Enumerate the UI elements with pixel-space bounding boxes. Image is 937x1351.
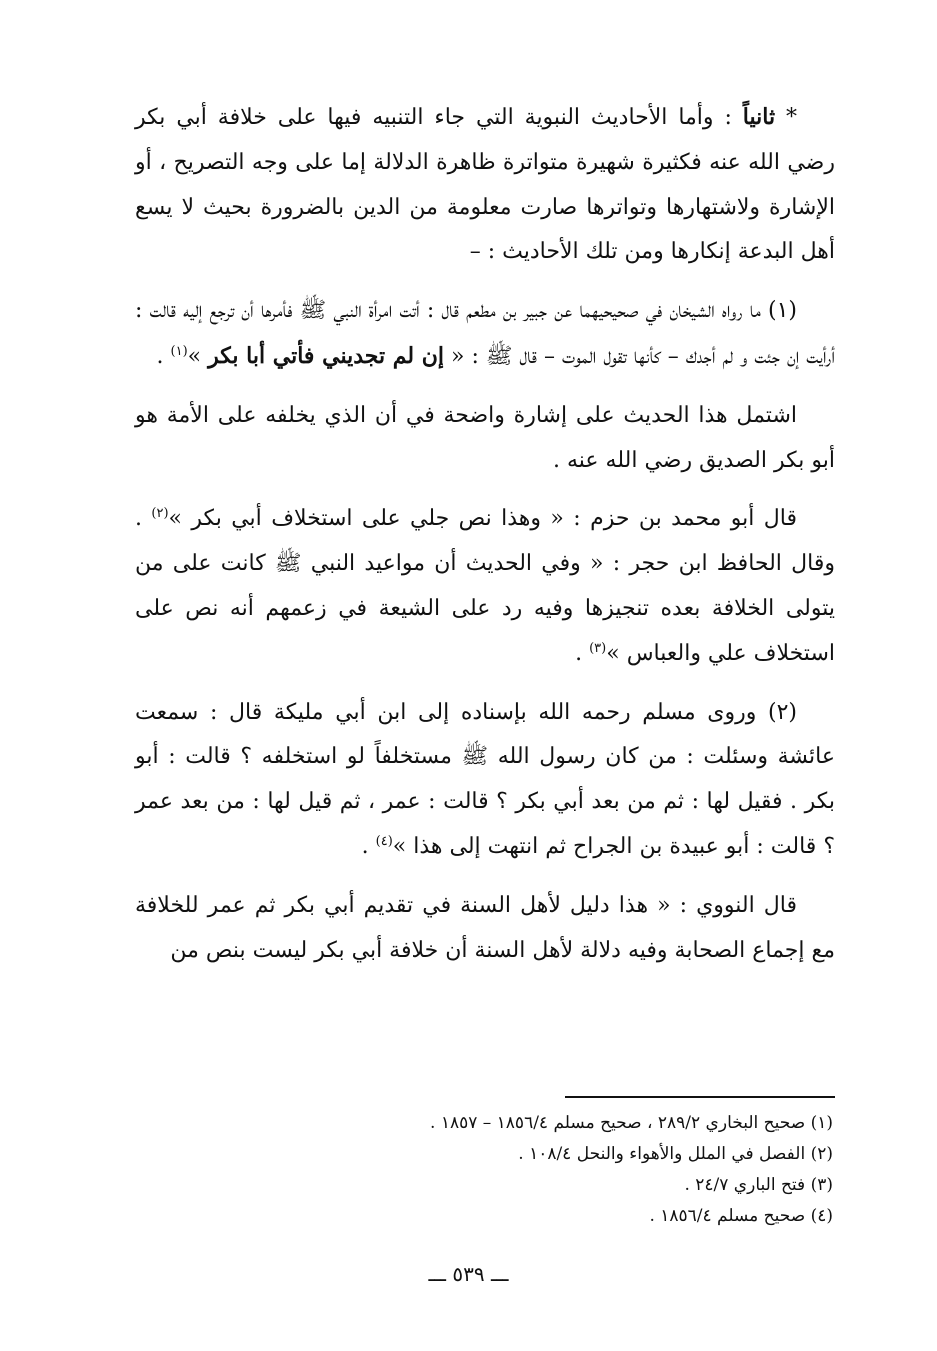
- footnote-ref: (٣): [589, 640, 607, 656]
- bold-text: ثانياً: [742, 104, 776, 130]
- paragraph-4: [135, 497, 835, 676]
- text-run: (٢) وروى مسلم رحمه الله بإسناده إلى ابن أبي مليكة قال : سمعت عائشة وسئلت : من كان رسول الله ﷺ مستخلفاً لو استخلفه ؟ قالت : أبو بكر . فقيل لها : ثم من بعد أبي بكر ؟ قالت : عمر ، ثم قيل لها : من بعد عمر ؟ قالت : أبو عبيدة بن الجراح ثم انتهت إلى هذا »: [135, 699, 835, 859]
- text-run: اشتمل هذا الحديث على إشارة واضحة في أن الذي يخلفه على الأمة هو أبو بكر الصديق رضي الله عنه .: [135, 402, 835, 473]
- footnote-ref: (٤): [375, 833, 393, 849]
- paragraph-2: [135, 289, 835, 380]
- text-run: . وقال الحافظ ابن حجر : « وفي الحديث أن مواعيد النبي ﷺ كانت على من يتولى الخلافة بعده تنجيزها وفيه رد على الشيعة في زعمهم أنه نص على استخلاف علي والعباس »: [135, 506, 835, 666]
- footnote-ref: (٢): [151, 506, 169, 522]
- footnote-3: (٣) فتح الباري ٢٤/٧ .: [684, 1175, 833, 1195]
- paragraph-3: [135, 394, 835, 484]
- text-run: .: [575, 640, 590, 666]
- paragraph-1: [135, 95, 835, 275]
- paragraph-5: [135, 691, 835, 870]
- main-text: [135, 95, 835, 987]
- page-number: ـــ ٥٣٩ ـــ: [428, 1262, 509, 1286]
- text-run: قال أبو محمد بن حزم : « وهذا نص جلي على استخلاف أبي بكر »: [168, 506, 797, 532]
- text-run: .: [156, 343, 171, 369]
- bold-text: إن لم تجديني فأتي أبا بكر: [208, 342, 445, 369]
- text-run: (١) ما رواه الشيخان في صحيحيهما عن جبير بن مطعم قال : أتت امرأة النبي ﷺ فأمرها أن ترجع إليه قالت : أرأيت إن جئت و لم أجدك – كأنها تقول الموت – قال ﷺ : «: [135, 298, 835, 369]
- footnotes: [135, 1096, 835, 1232]
- text-run: »: [187, 343, 209, 369]
- footnote-1: (١) صحيح البخاري ٢٨٩/٢ ، صحيح مسلم ١٨٥٦/٤ – ١٨٥٧ .: [430, 1113, 833, 1133]
- text-run: *: [775, 105, 797, 130]
- footnote-4: (٤) صحيح مسلم ١٨٥٦/٤ .: [649, 1206, 833, 1226]
- text-run: قال النووي : « هذا دليل لأهل السنة في تقديم أبي بكر ثم عمر للخلافة مع إجماع الصحابة وفيه دلالة لأهل السنة أن خلافة أبي بكر ليست بنص من: [135, 892, 835, 963]
- footnote-2: (٢) الفصل في الملل والأهواء والنحل ١٠٨/٤ .: [518, 1144, 833, 1164]
- paragraph-6: [135, 884, 835, 974]
- footnote-ref: (١): [170, 343, 188, 359]
- text-run: .: [361, 833, 376, 859]
- text-run: : وأما الأحاديث النبوية التي جاء التنبيه فيها على خلافة أبي بكر رضي الله عنه فكثيرة شهيرة متواترة ظاهرة الدلالة إما على وجه التصريح ، أو الإشارة ولاشتهارها وتواترها صارت معلومة من الدين بالضرورة بحيث لا يسع أهل البدعة إنكارها ومن تلك الأحاديث : –: [135, 105, 835, 265]
- footnote-divider: [565, 1096, 835, 1098]
